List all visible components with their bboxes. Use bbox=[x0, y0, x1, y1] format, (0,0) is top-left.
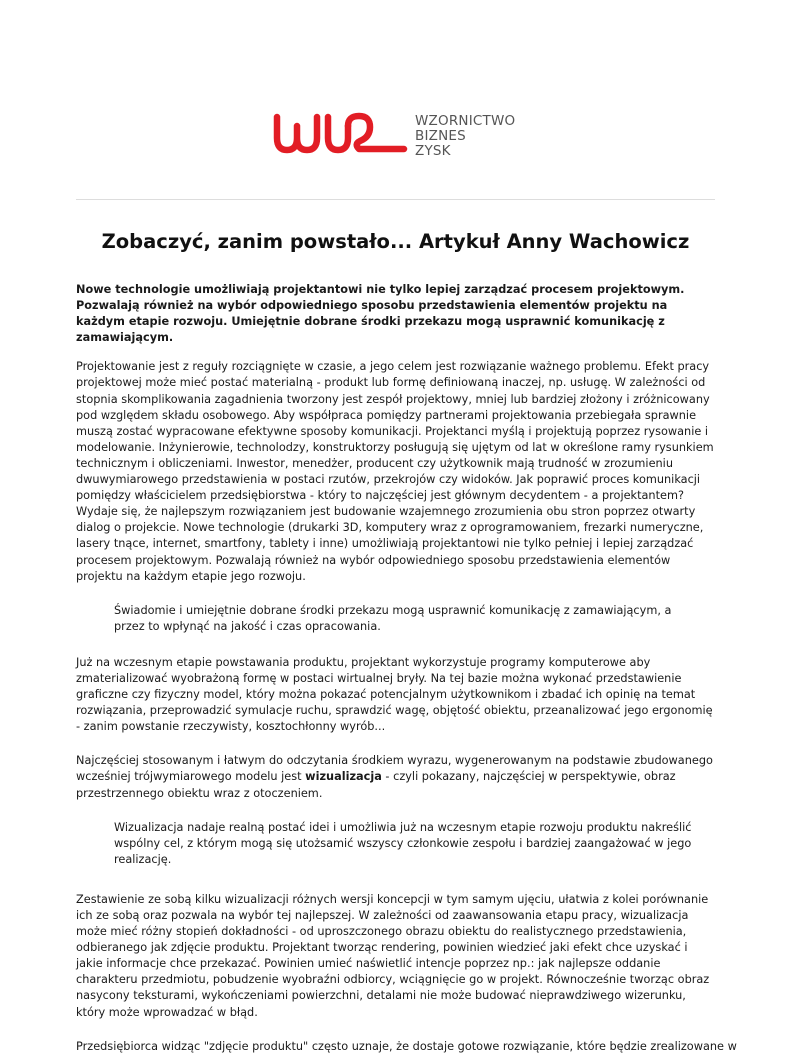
paragraph-2: Już na wczesnym etapie powstawania produktu, projektant wykorzystuje programy komputerowe aby zmaterializować wyobrażoną formę w postaci wirtualnej bryły. Na tej bazie można wykonać przedstawienie graficzne czy fizyczny model, który można pokazać potencjalnym użytkownikom i zbadać ich opinię na temat rozwiązania, przeprowadzić symulacje ruchu, sprawdzić wagę, objętość obiektu, przeanalizować jego ergonomię - zanim powstanie rzeczywisty, kosztochłonny wyrób... bbox=[76, 655, 713, 734]
paragraph-3-text-start: Najczęściej stosowanym i łatwym do odczytania środkiem wyrazu, wygenerowanym na podstawie zbudowanego wcześniej trójwymiarowego modelu jest bbox=[76, 754, 713, 784]
paragraph-5: Przedsiębiorca widząc "zdjęcie produktu" często uznaje, że dostaje gotowe rozwiązanie, które będzie zrealizowane w bbox=[76, 1039, 737, 1053]
logo-word-3: ZYSK bbox=[415, 143, 451, 159]
logo-word-2: BIZNES bbox=[415, 128, 466, 144]
header-divider bbox=[76, 199, 715, 200]
emphasis-wizualizacja: wizualizacja bbox=[305, 770, 382, 784]
paragraph-3 bbox=[76, 753, 715, 801]
pull-quote-2: Wizualizacja nadaje realną postać idei i umożliwia już na wczesnym etapie rozwoju produktu nakreślić wspólny cel, z którym mogą się utożsamić wszyscy członkowie zespołu i bardziej zaangażować w jego realizację. bbox=[114, 820, 692, 866]
article-lead: Nowe technologie umożliwiają projektantowi nie tylko lepiej zarządzać procesem projektowym. Pozwalają również na wybór odpowiedniego sposobu przedstawienia elementów projektu na każdym etapie rozwoju. Umiejętnie dobrane środki przekazu mogą usprawnić komunikację z zamawiającym. bbox=[76, 283, 685, 345]
brand-logo bbox=[272, 108, 522, 158]
logo-wordmark bbox=[415, 114, 515, 159]
logo-word-1: WZORNICTWO bbox=[415, 113, 516, 129]
paragraph-4: Zestawienie ze sobą kilku wizualizacji różnych wersji koncepcji w tym samym ujęciu, ułatwia z kolei porównanie ich ze sobą oraz pozwala na wybór tej najlepszej. W zależności od zaawansowania etapu pracy, wizualizacja może mieć różny stopień dokładności - od uproszczonego obrazu obiektu do realistycznego przedstawienia, odbieranego jak zdjęcie produktu. Projektant tworząc rendering, powinien wiedzieć jaki efekt chce uzyskać i jakie informacje chce przekazać. Powinien umieć naświetlić intencje poprzez np.: jak najlepsze oddanie charakteru przedmiotu, pobudzenie wyobraźni odbiorcy, wciągnięcie go w projekt. Równocześnie tworząc obraz nasycony teksturami, wykończeniami powierzchni, detalami nie może budować nieprawdziwego wizerunku, który może wprowadzać w błąd. bbox=[76, 892, 710, 1019]
paragraph-3-text-end: - czyli pokazany, najczęściej w perspektywie, obraz przestrzennego obiektu wraz z otoczeniem. bbox=[76, 770, 676, 800]
article-body bbox=[76, 282, 737, 1055]
pull-quote-1: Świadomie i umiejętnie dobrane środki przekazu mogą usprawnić komunikację z zamawiającym, a przez to wpłynąć na jakość i czas opracowania. bbox=[114, 603, 672, 633]
article-title: Zobaczyć, zanim powstało... Artykuł Anny Wachowicz bbox=[101, 230, 690, 253]
wbz-logo-mark-icon bbox=[272, 108, 410, 158]
paragraph-1: Projektowanie jest z reguły rozciągnięte w czasie, a jego celem jest rozwiązanie ważnego problemu. Efekt pracy projektowej może mieć postać materialną - produkt lub formę definiowaną inaczej, np. usługę. W zależności od stopnia skomplikowania zagadnienia tworzony jest zespół projektowy, mniej lub bardziej złożony i zróżnicowany pod względem składu osobowego. Aby współpraca pomiędzy partnerami projektowania przebiegała sprawnie muszą zostać wypracowane efektywne sposoby komunikacji. Projektanci myślą i projektują poprzez rysowanie i modelowanie. Inżynierowie, technolodzy, konstruktorzy posługują się ujętym od lat w określone ramy rysunkiem technicznym i obliczeniami. Inwestor, menedżer, producent czy użytkownik mają trudność w zrozumieniu dwuwymiarowego przedstawienia w postaci rzutów, przekrojów czy widoków. Jak poprawić proces komunikacji pomiędzy właścicielem przedsiębiorstwa - który to najczęściej jest głównym decydentem - a projektantem? Wydaje się, że najlepszym rozwiązaniem jest budowanie wzajemnego zrozumienia obu stron poprzez otwarty dialog o projekcie. Nowe technologie (drukarki 3D, komputery wraz z oprogramowaniem, frezarki numeryczne, lasery tnące, internet, smartfony, tablety i inne) umożliwiają projektantowi nie tylko pełniej i lepiej zarządzać procesem projektowym. Pozwalają również na wybór odpowiedniego sposobu przedstawienia elementów projektu na każdym etapie jego rozwoju. bbox=[76, 360, 714, 583]
